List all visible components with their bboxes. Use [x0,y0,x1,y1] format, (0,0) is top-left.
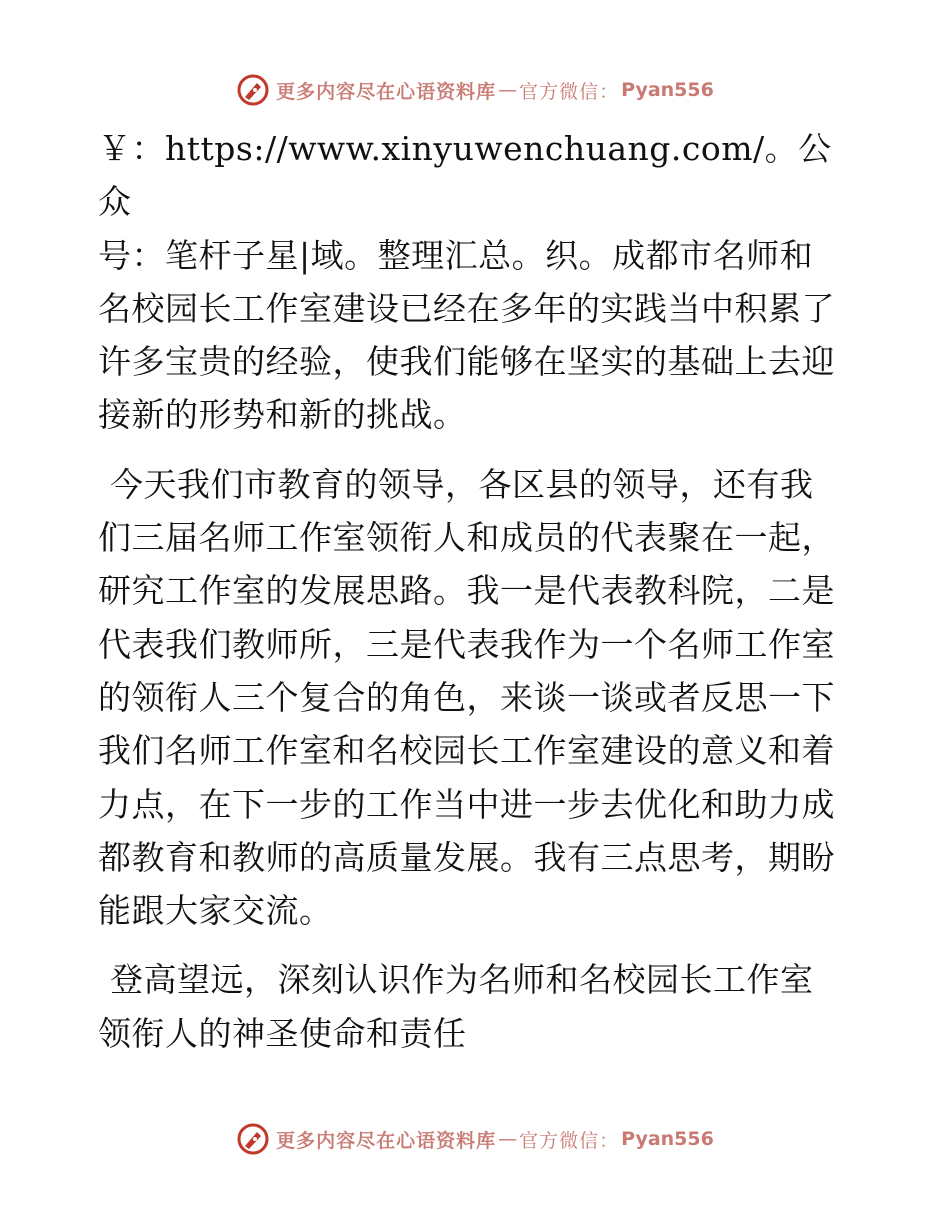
text-line: 代表我们教师所，三是代表我作为一个名师工作室 [98,624,835,664]
text-line: ￥：https://www.xinyuwenchuang.com/。公众 [98,129,832,222]
text-line: 许多宝贵的经验，使我们能够在坚实的基础上去迎 [98,342,835,382]
text-line: 领衔人的神圣使命和责任 [98,1013,467,1053]
text-line: 名校园长工作室建设已经在多年的实践当中积累了 [98,288,835,328]
text-line: 接新的形势和新的挑战。 [98,395,467,435]
paragraph-3 [98,953,858,1060]
text-line: 能跟大家交流。 [98,891,333,931]
banner-wechat-id: Pyan556 [621,79,714,101]
banner-wechat-id: Pyan556 [621,1128,714,1150]
banner-wechat-label: 官方微信： [519,80,620,103]
text-line: 们三届名师工作室领衔人和成员的代表聚在一起， [98,518,835,558]
text-line: 都教育和教师的高质量发展。我有三点思考，期盼 [98,837,835,877]
paragraph-1 [98,122,858,442]
text-line: 的领衔人三个复合的角色，来谈一谈或者反思一下 [98,677,835,717]
paragraph-2 [98,458,858,938]
text-line: 今天我们市教育的领导，各区县的领导，还有我 [110,464,814,504]
text-line: 号：笔杆子星|域。整理汇总。织。成都市名师和 [98,235,814,275]
text-line: 登高望远，深刻认识作为名师和名校园长工作室 [110,960,814,1000]
banner-separator: — [498,79,518,101]
pen-nib-circle-icon [236,1122,270,1156]
text-line: 力点，在下一步的工作当中进一步去优化和助力成 [98,784,835,824]
banner-separator: — [498,1128,518,1150]
pen-nib-circle-icon [236,73,270,107]
banner-main-text: 更多内容尽在心语资料库 [276,80,497,103]
banner-wechat-label: 官方微信： [519,1129,620,1152]
banner-main-text: 更多内容尽在心语资料库 [276,1129,497,1152]
header-banner [0,70,950,110]
text-line: 研究工作室的发展思路。我一是代表教科院，二是 [98,571,835,611]
text-line: 我们名师工作室和名校园长工作室建设的意义和着 [98,731,835,771]
document-body [98,122,858,1060]
footer-banner [0,1119,950,1159]
